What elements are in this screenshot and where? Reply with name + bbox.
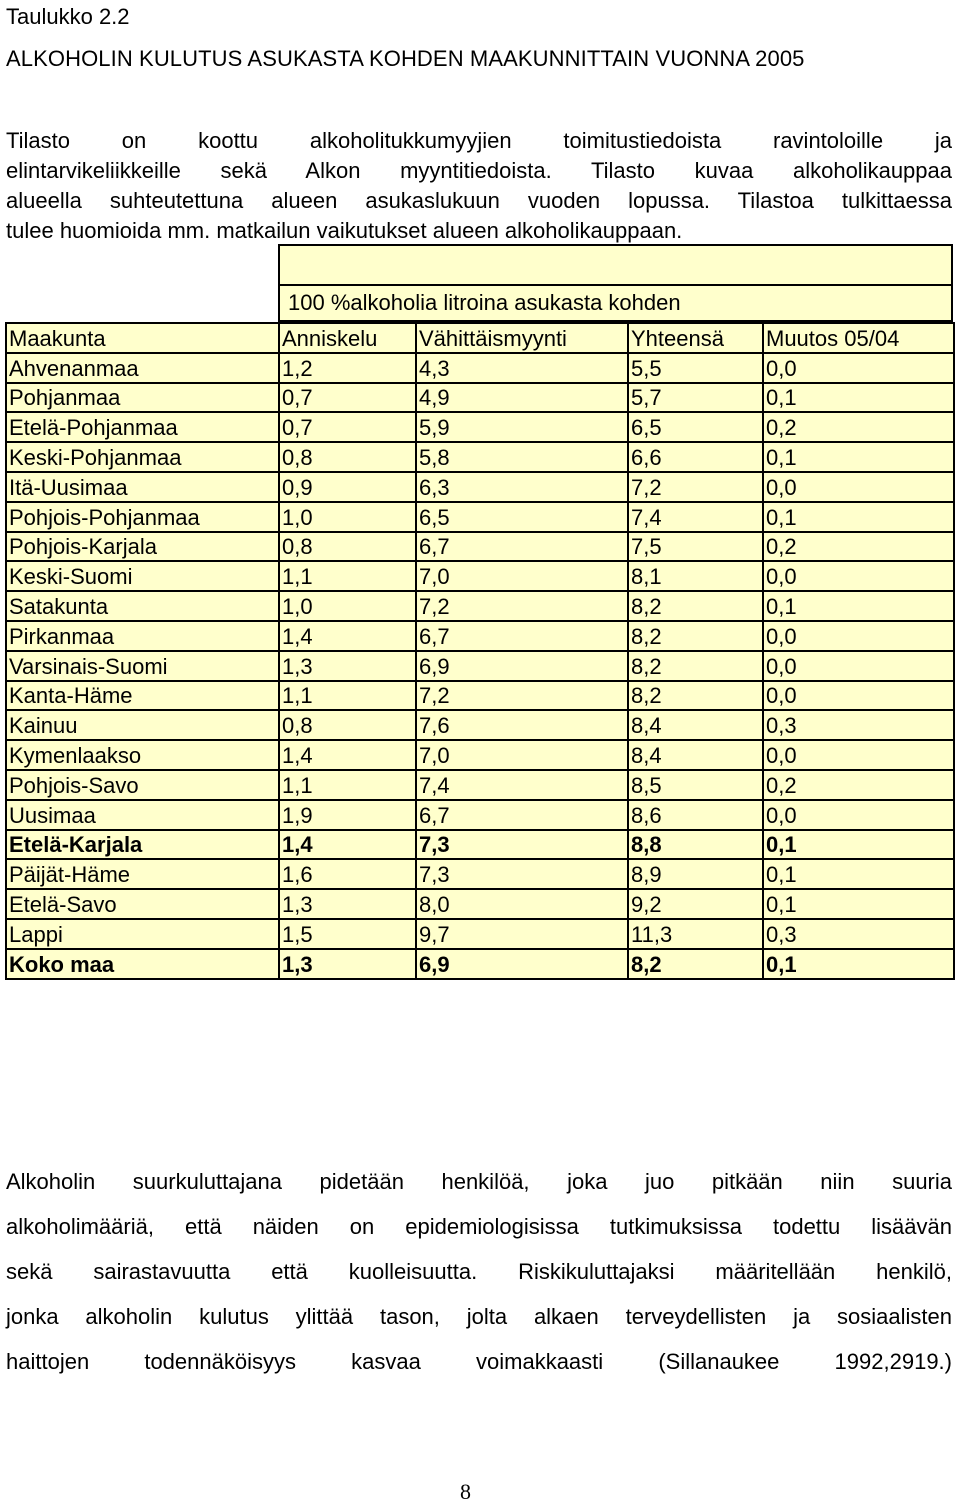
intro-line: elintarvikeliikkeille sekä Alkon myyntitiedoista. Tilasto kuvaa alkoholikauppaa (6, 158, 952, 183)
value-cell: 7,2 (628, 472, 763, 502)
outro-paragraph (6, 1166, 952, 1391)
value-cell: 1,4 (279, 830, 416, 860)
value-cell: 8,4 (628, 740, 763, 770)
value-cell: 0,0 (763, 353, 954, 383)
value-cell: 8,2 (628, 681, 763, 711)
value-cell: 8,4 (628, 710, 763, 740)
value-cell: 4,9 (416, 383, 628, 413)
region-cell: Kainuu (6, 710, 279, 740)
region-cell: Lappi (6, 919, 279, 949)
column-header: Vähittäismyynti (416, 323, 628, 353)
value-cell: 1,5 (279, 919, 416, 949)
table-row (6, 651, 954, 681)
table-row (6, 949, 954, 979)
value-cell: 0,2 (763, 770, 954, 800)
value-cell: 8,6 (628, 800, 763, 830)
table-row (6, 532, 954, 562)
region-cell: Kymenlaakso (6, 740, 279, 770)
value-cell: 8,2 (628, 591, 763, 621)
table-row (6, 442, 954, 472)
table-row (6, 830, 954, 860)
value-cell: 7,3 (416, 830, 628, 860)
value-cell: 4,3 (416, 353, 628, 383)
value-cell: 0,8 (279, 532, 416, 562)
value-cell: 6,7 (416, 800, 628, 830)
table-row (6, 621, 954, 651)
value-cell: 7,4 (628, 502, 763, 532)
value-cell: 1,0 (279, 591, 416, 621)
value-cell: 8,5 (628, 770, 763, 800)
group-header (278, 244, 953, 322)
value-cell: 1,3 (279, 949, 416, 979)
column-header-row (6, 323, 954, 353)
value-cell: 5,8 (416, 442, 628, 472)
value-cell: 0,3 (763, 710, 954, 740)
value-cell: 0,0 (763, 621, 954, 651)
value-cell: 0,7 (279, 383, 416, 413)
value-cell: 7,0 (416, 740, 628, 770)
table-row (6, 353, 954, 383)
value-cell: 8,2 (628, 949, 763, 979)
value-cell: 0,1 (763, 442, 954, 472)
region-cell: Etelä-Savo (6, 889, 279, 919)
region-cell: Pohjois-Karjala (6, 532, 279, 562)
value-cell: 0,9 (279, 472, 416, 502)
value-cell: 8,2 (628, 651, 763, 681)
value-cell: 1,0 (279, 502, 416, 532)
table-row (6, 472, 954, 502)
value-cell: 8,2 (628, 621, 763, 651)
data-table (5, 322, 955, 980)
table-row (6, 919, 954, 949)
value-cell: 7,5 (628, 532, 763, 562)
table-row (6, 710, 954, 740)
value-cell: 0,7 (279, 412, 416, 442)
value-cell: 0,3 (763, 919, 954, 949)
value-cell: 0,2 (763, 412, 954, 442)
value-cell: 6,6 (628, 442, 763, 472)
region-cell: Etelä-Karjala (6, 830, 279, 860)
value-cell: 8,9 (628, 859, 763, 889)
intro-line: Tilasto on koottu alkoholitukkumyyjien toimitustiedoista ravintoloille ja (6, 128, 952, 153)
table-caption: Taulukko 2.2 (6, 4, 130, 29)
value-cell: 1,3 (279, 889, 416, 919)
page-number: 8 (460, 1479, 471, 1504)
region-cell: Satakunta (6, 591, 279, 621)
value-cell: 6,9 (416, 651, 628, 681)
region-cell: Kanta-Häme (6, 681, 279, 711)
value-cell: 0,0 (763, 681, 954, 711)
region-cell: Koko maa (6, 949, 279, 979)
value-cell: 1,9 (279, 800, 416, 830)
value-cell: 6,7 (416, 532, 628, 562)
table-row (6, 740, 954, 770)
value-cell: 6,5 (416, 502, 628, 532)
value-cell: 0,0 (763, 740, 954, 770)
value-cell: 1,1 (279, 561, 416, 591)
column-header: Maakunta (6, 323, 279, 353)
value-cell: 1,4 (279, 621, 416, 651)
value-cell: 0,0 (763, 651, 954, 681)
column-header: Yhteensä (628, 323, 763, 353)
value-cell: 1,1 (279, 681, 416, 711)
value-cell: 11,3 (628, 919, 763, 949)
outro-line: alkoholimääriä, että näiden on epidemiologisissa tutkimuksissa todettu lisäävän (6, 1214, 952, 1239)
value-cell: 8,1 (628, 561, 763, 591)
value-cell: 1,6 (279, 859, 416, 889)
value-cell: 6,3 (416, 472, 628, 502)
value-cell: 7,0 (416, 561, 628, 591)
value-cell: 7,4 (416, 770, 628, 800)
region-cell: Uusimaa (6, 800, 279, 830)
value-cell: 0,1 (763, 830, 954, 860)
value-cell: 5,5 (628, 353, 763, 383)
region-cell: Etelä-Pohjanmaa (6, 412, 279, 442)
value-cell: 1,2 (279, 353, 416, 383)
value-cell: 7,3 (416, 859, 628, 889)
page-title: ALKOHOLIN KULUTUS ASUKASTA KOHDEN MAAKUNNITTAIN VUONNA 2005 (6, 46, 805, 71)
intro-line: tulee huomioida mm. matkailun vaikutukset alueen alkoholikauppaan. (6, 218, 683, 243)
value-cell: 0,1 (763, 502, 954, 532)
region-cell: Pohjois-Savo (6, 770, 279, 800)
outro-line: Alkoholin suurkuluttajana pidetään henkilöä, joka juo pitkään niin suuria (6, 1169, 952, 1194)
value-cell: 0,2 (763, 532, 954, 562)
value-cell: 0,0 (763, 472, 954, 502)
value-cell: 5,7 (628, 383, 763, 413)
value-cell: 0,1 (763, 383, 954, 413)
region-cell: Itä-Uusimaa (6, 472, 279, 502)
table-row (6, 859, 954, 889)
group-header-label: 100 %alkoholia litroina asukasta kohden (288, 290, 681, 315)
table-row (6, 681, 954, 711)
table-row (6, 561, 954, 591)
value-cell: 0,0 (763, 561, 954, 591)
outro-line: sekä sairastavuutta että kuolleisuutta. Riskikuluttajaksi määritellään henkilö, (6, 1259, 952, 1284)
value-cell: 9,7 (416, 919, 628, 949)
column-header: Muutos 05/04 (763, 323, 954, 353)
value-cell: 5,9 (416, 412, 628, 442)
value-cell: 6,5 (628, 412, 763, 442)
region-cell: Keski-Suomi (6, 561, 279, 591)
value-cell: 8,0 (416, 889, 628, 919)
value-cell: 1,4 (279, 740, 416, 770)
consumption-table (5, 244, 953, 1078)
value-cell: 7,2 (416, 591, 628, 621)
outro-line: haittojen todennäköisyys kasvaa voimakkaasti (Sillanaukee 1992,2919.) (6, 1349, 952, 1374)
table-row (6, 591, 954, 621)
value-cell: 6,7 (416, 621, 628, 651)
outro-line: jonka alkoholin kulutus ylittää tason, jolta alkaen terveydellisten ja sosiaalisten (6, 1304, 952, 1329)
region-cell: Pohjois-Pohjanmaa (6, 502, 279, 532)
value-cell: 0,0 (763, 800, 954, 830)
region-cell: Pirkanmaa (6, 621, 279, 651)
region-cell: Pohjanmaa (6, 383, 279, 413)
value-cell: 7,2 (416, 681, 628, 711)
table-row (6, 770, 954, 800)
table-row (6, 800, 954, 830)
value-cell: 1,3 (279, 651, 416, 681)
value-cell: 0,8 (279, 710, 416, 740)
value-cell: 0,1 (763, 859, 954, 889)
value-cell: 0,1 (763, 949, 954, 979)
table-row (6, 412, 954, 442)
region-cell: Keski-Pohjanmaa (6, 442, 279, 472)
intro-line: alueella suhteutettuna alueen asukaslukuun vuoden lopussa. Tilastoa tulkittaessa (6, 188, 952, 213)
table-row (6, 502, 954, 532)
table-row (6, 889, 954, 919)
value-cell: 9,2 (628, 889, 763, 919)
region-cell: Päijät-Häme (6, 859, 279, 889)
value-cell: 7,6 (416, 710, 628, 740)
value-cell: 1,1 (279, 770, 416, 800)
value-cell: 0,1 (763, 591, 954, 621)
column-header: Anniskelu (279, 323, 416, 353)
table-row (6, 383, 954, 413)
intro-paragraph (6, 126, 952, 246)
header-divider (280, 284, 951, 286)
value-cell: 8,8 (628, 830, 763, 860)
value-cell: 0,8 (279, 442, 416, 472)
value-cell: 0,1 (763, 889, 954, 919)
value-cell: 6,9 (416, 949, 628, 979)
region-cell: Varsinais-Suomi (6, 651, 279, 681)
region-cell: Ahvenanmaa (6, 353, 279, 383)
